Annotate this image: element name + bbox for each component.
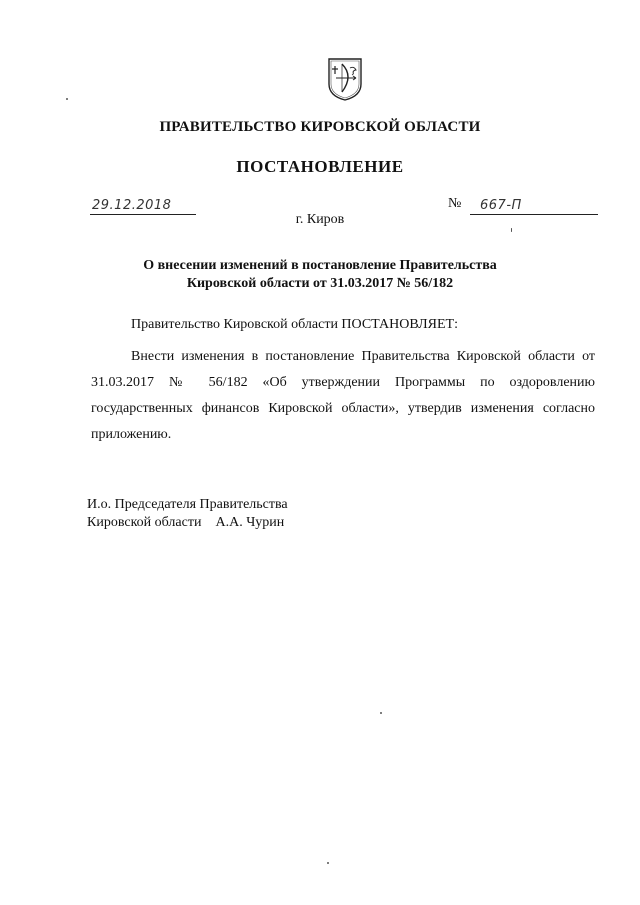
scan-speck [66, 98, 68, 100]
signatory-region: Кировской области [87, 515, 202, 530]
scan-speck [380, 712, 382, 714]
document-type: ПОСТАНОВЛЕНИЕ [236, 157, 404, 176]
subject-line-1: О внесении изменений в постановление Правительства [143, 258, 497, 273]
subject-line-2: Кировской области от 31.03.2017 № 56/182 [186, 276, 454, 291]
date-value: 29.12.2018 [92, 198, 172, 213]
decree-statement: Правительство Кировской области ПОСТАНОВЛЯЕТ: [131, 317, 458, 332]
coat-of-arms-icon [326, 56, 364, 102]
number-value: 667-П [480, 198, 522, 213]
signatory-position-line-2 [87, 514, 288, 532]
city: г. Киров [295, 212, 345, 227]
signatory-position-line-1: И.о. Председателя Правительства [87, 497, 288, 512]
signature-block [87, 496, 288, 532]
signatory-name: А.А. Чурин [215, 515, 285, 530]
government-title: ПРАВИТЕЛЬСТВО КИРОВСКОЙ ОБЛАСТИ [159, 119, 481, 135]
document-subject [0, 257, 640, 293]
scan-speck [511, 228, 512, 232]
body-paragraph: Внести изменения в постановление Правительства Кировской области от 31.03.2017 № 56/182 «Об утверждении Программы по оздоровлению государственных финансов Кировской области», утвердив изменения согласно приложению. [91, 349, 595, 442]
scan-speck [327, 862, 329, 864]
number-sign: № [448, 196, 462, 211]
